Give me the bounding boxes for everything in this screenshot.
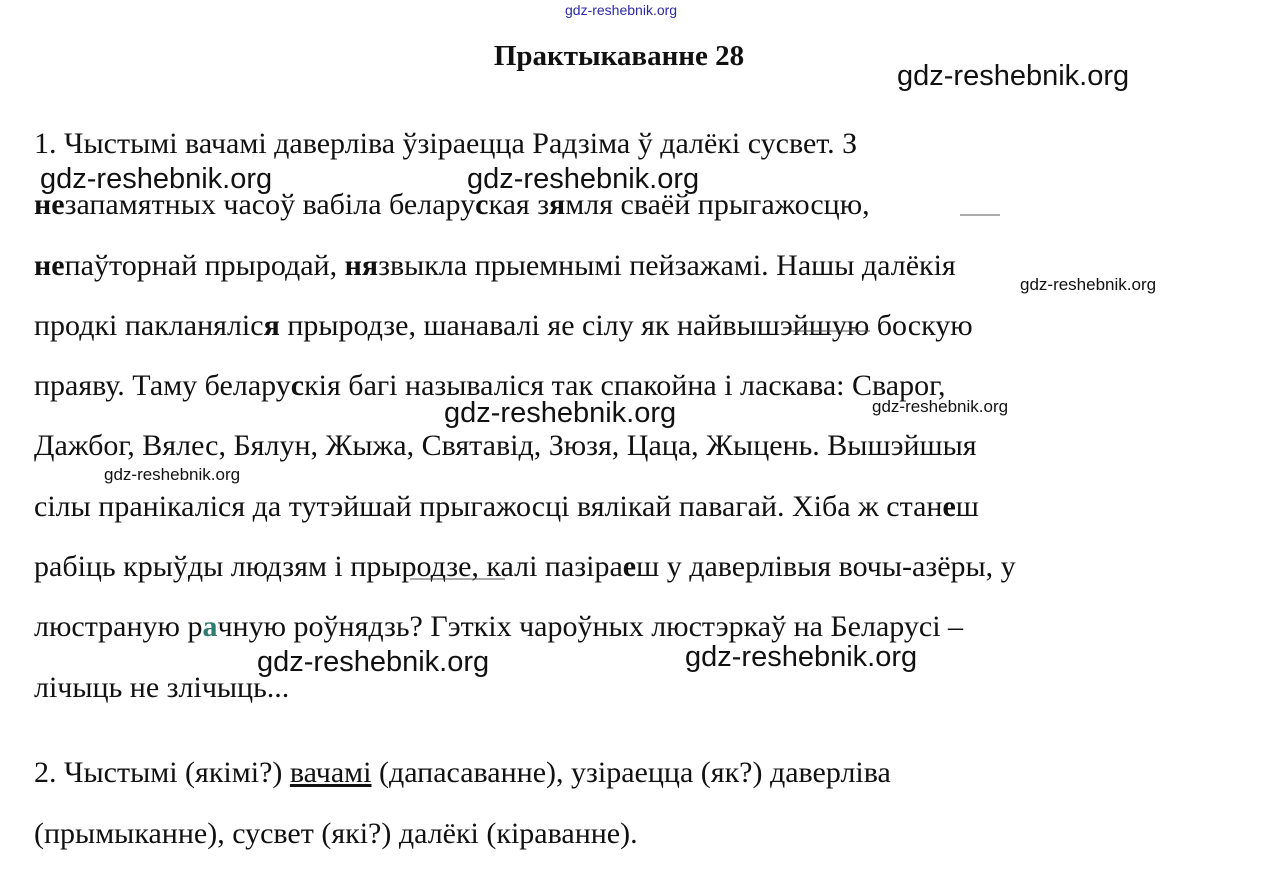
text-line-1: 1. Чыстымі вачамі даверліва ўзіраецца Радзіма ў далёкі сусвет. З [34, 127, 858, 160]
text-line-9 [34, 609, 963, 645]
bold-fragment: ня [344, 249, 379, 282]
underlined-word: вачамі [289, 756, 372, 789]
text-fragment: паўторнай прыродай, [64, 249, 345, 282]
text-fragment: люстраную р [34, 610, 203, 643]
text-line-8 [34, 549, 1016, 585]
watermark: gdz-reshebnik.org [1020, 275, 1157, 294]
text-fragment: рабіць крыўды людзям і прыродзе, калі пазіра [34, 550, 623, 583]
text-line-5 [34, 368, 946, 404]
pencil-mark [960, 214, 1000, 216]
watermark: gdz-reshebnik.org [40, 163, 273, 195]
bold-fragment: я [263, 309, 280, 342]
bold-fragment: с [290, 369, 305, 402]
watermark: gdz-reshebnik.org [257, 646, 490, 678]
text-fragment: кія багі называліся так спакойна і ласкава: Сварог, [304, 369, 946, 402]
watermark: gdz-reshebnik.org [685, 641, 918, 673]
text-fragment: прыродзе, шанавалі яе сілу як найвышэйшую боскую [279, 309, 973, 342]
watermark: gdz-reshebnik.org [897, 60, 1130, 92]
bold-fragment: а [202, 610, 218, 643]
bold-fragment: не [34, 188, 65, 221]
text-line-7 [34, 489, 979, 525]
text-fragment: звыкла прыемнымі пейзажамі. Нашы далёкія [378, 249, 956, 282]
text-fragment: ш у даверлівыя вочы-азёры, у [636, 550, 1016, 583]
text-fragment: праяву. Таму белару [34, 369, 291, 402]
text-fragment: 2. Чыстымі (якімі?) [34, 756, 290, 789]
bold-fragment: е [942, 490, 956, 523]
text-fragment: (дапасаванне), узіраецца (як?) даверліва [371, 756, 891, 789]
text-line-3 [34, 248, 956, 284]
watermark: gdz-reshebnik.org [872, 397, 1009, 416]
text-line-2 [34, 187, 870, 223]
bold-fragment: не [34, 249, 65, 282]
bold-fragment: я [549, 188, 566, 221]
text-line-10: лічыць не злічыць... [34, 671, 290, 704]
text-fragment: запамятных часоў вабіла белару [64, 188, 476, 221]
pencil-mark [790, 330, 870, 332]
text-fragment: кая з [488, 188, 550, 221]
text-fragment: продкі пакланяліс [34, 309, 264, 342]
watermark: gdz-reshebnik.org [444, 397, 677, 429]
answer-line-2: (прымыканне), сусвет (які?) далёкі (кіраванне). [34, 817, 638, 850]
pencil-mark [410, 578, 505, 580]
answer-line-1 [34, 755, 891, 791]
text-fragment: ш [955, 490, 979, 523]
page-title: Практыкаванне 28 [493, 40, 745, 72]
text-fragment: мля сваёй прыгажосцю, [565, 188, 870, 221]
text-line-6: Дажбог, Вялес, Бялун, Жыжа, Святавід, Зюзя, Цаца, Жыцень. Вышэйшыя [34, 429, 977, 462]
watermark-top: gdz-reshebnik.org [565, 2, 678, 18]
bold-fragment: е [622, 550, 637, 583]
watermark: gdz-reshebnik.org [104, 465, 241, 484]
watermark: gdz-reshebnik.org [467, 163, 700, 195]
text-fragment: сілы пранікаліся да тутэйшай прыгажосці вялікай павагай. Хіба ж стан [34, 490, 943, 523]
text-line-4 [34, 308, 973, 344]
text-fragment: чную роўнядзь? Гэткіх чароўных люстэркаў на Беларусі – [217, 610, 964, 643]
bold-fragment: с [475, 188, 489, 221]
